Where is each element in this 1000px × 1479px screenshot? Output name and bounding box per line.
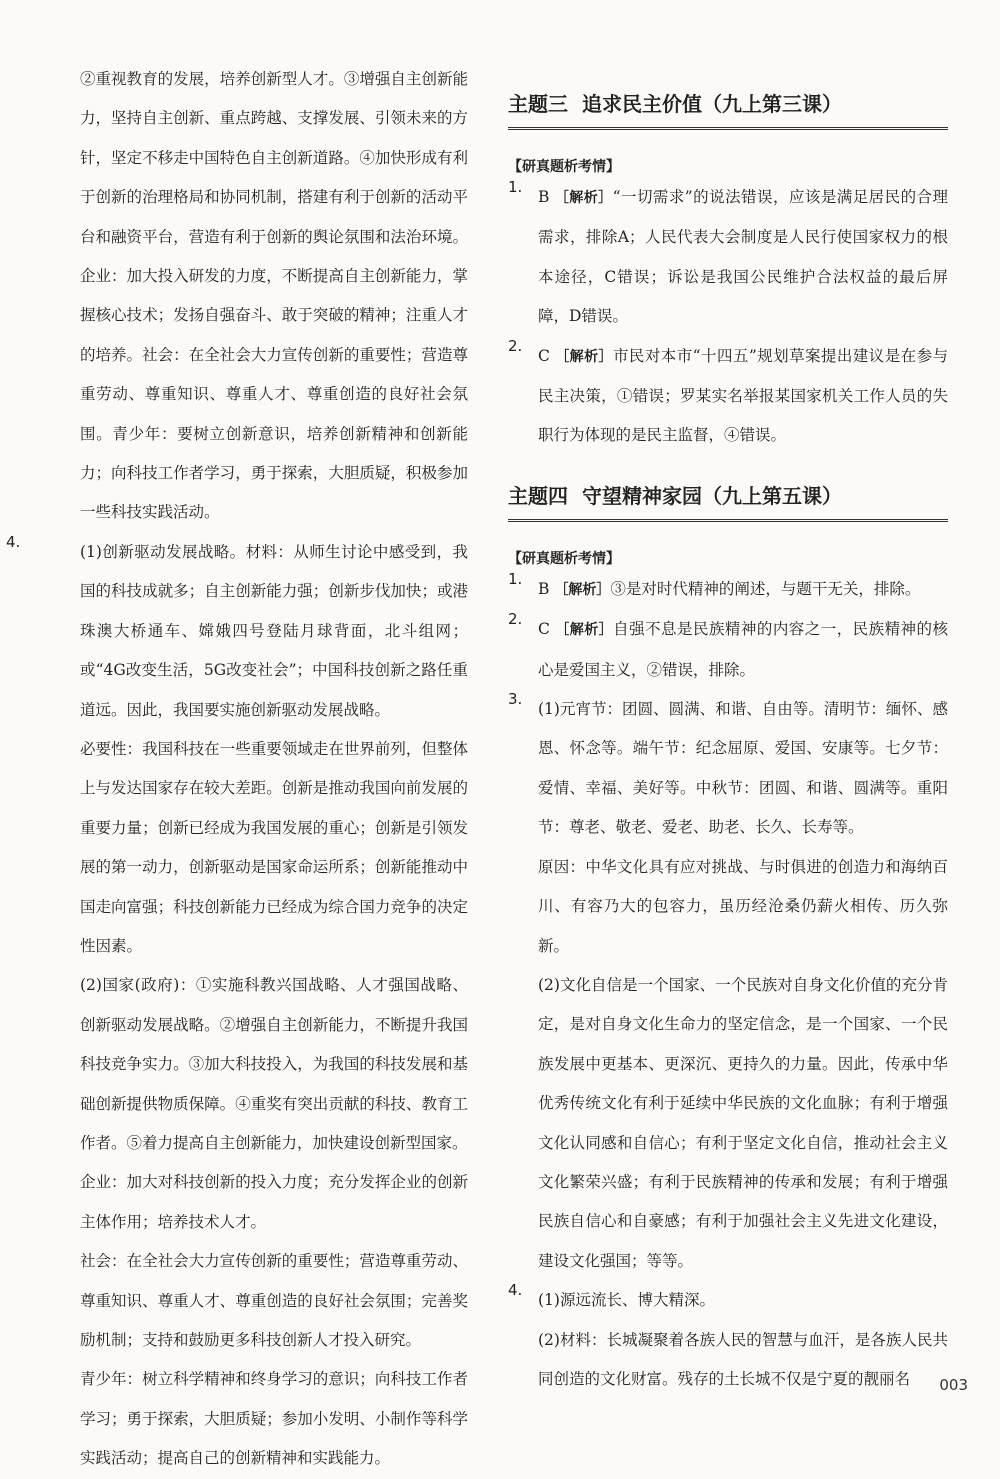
- exam-tag: 【研真题析考情】: [508, 550, 620, 567]
- analysis-text: ③是对时代精神的阐述，与题干无关，排除。: [610, 579, 921, 598]
- answer-paragraph: ②重视教育的发展，培养创新型人才。③增强自主创新能力，坚持自主创新、重点跨越、支撑发展、引领未来的方针，坚定不移走中国特色自主创新道路。④加快形成有利于创新的治理格局和协同机制，搭建有利于创新的活动平台和融资平台，营造有利于创新的舆论氛围和法治环境。企业：加大投入研发的力度，不断提高自主创新能力，掌握核心技术；发扬自强奋斗、敢于突破的精神；注重人才的培养。社会：在全社会大力宣传创新的重要性；营造尊重劳动、尊重知识、尊重人才、尊重创造的良好社会氛围。青少年：要树立创新意识，培养创新精神和创新能力；向科技工作者学习，勇于探索，大胆质疑，积极参加一些科技实践活动。: [80, 70, 468, 522]
- question-number: 4.: [508, 1281, 523, 1300]
- section-label: 主题四: [508, 483, 568, 508]
- answer-paragraph: (1)创新驱动发展战略。材料：从师生讨论中感受到，我国的科技成就多；自主创新能力强；创新步伐加快；或港珠澳大桥通车、嫦娥四号登陆月球背面，北斗组网；或“4G改变生活，5G改变社会”；中国科技创新之路任重道远。因此，我国要实施创新驱动发展战略。: [80, 542, 468, 719]
- answer-letter: B: [538, 188, 550, 206]
- answer-paragraph: (2)材料：长城凝聚着各族人民的智慧与血汗，是各族人民共同创造的文化财富。残存的土长城不仅是宁夏的靓丽名: [538, 1330, 948, 1388]
- section-heading-topic4: [508, 480, 948, 522]
- question-item: [508, 610, 948, 690]
- question-number: 3.: [508, 690, 523, 709]
- analysis-label: ［解析］: [555, 348, 613, 365]
- question-4: [6, 533, 468, 730]
- page-number: 003: [939, 1376, 968, 1394]
- answer-paragraph: 原因：中华文化具有应对挑战、与时俱进的创造力和海纳百川、有容乃大的包容力，虽历经沧桑仍薪火相传、历久弥新。: [538, 857, 948, 955]
- analysis-label: ［解析］: [554, 190, 613, 206]
- answer-paragraph: (1)源远流长、博大精深。: [538, 1291, 715, 1310]
- analysis-label: ［解析］: [554, 581, 611, 598]
- question-number: 2.: [508, 610, 523, 629]
- question-item: [508, 570, 948, 610]
- answer-paragraph: (1)元宵节：团圆、圆满、和谐、自由等。清明节：缅怀、感恩、怀念等。端午节：纪念屈原、爱国、安康等。七夕节：爱情、幸福、美好等。中秋节：团圆、和谐、圆满等。重阳节：尊老、敬老、爱老、助老、长久、长寿等。: [538, 700, 948, 837]
- left-column: [6, 60, 468, 1479]
- section-label: 主题三: [508, 92, 568, 116]
- answer-paragraph: 必要性：我国科技在一些重要领域走在世界前列，但整体上与发达国家存在较大差距。创新是推动我国向前发展的重要力量；创新已经成为我国发展的重心；创新是引领发展的第一动力，创新驱动是国家命运所系；创新能推动中国走向富强；科技创新能力已经成为综合国力竞争的决定性因素。: [80, 739, 468, 955]
- answer-letter: B: [538, 579, 550, 598]
- question-number: 1.: [508, 178, 523, 196]
- question-item: [508, 1281, 948, 1399]
- question-item: [508, 178, 948, 337]
- answer-letter: C: [538, 620, 550, 639]
- answer-letter: C: [538, 346, 550, 365]
- answer-paragraph: (2)文化自信是一个国家、一个民族对自身文化价值的充分肯定，是对自身文化生命力的坚定信念，是一个国家、一个民族发展中更基本、更深沉、更持久的力量。因此，传承中华优秀传统文化有利于延续中华民族的文化血脉；有利于增强文化认同感和自信心；有利于坚定文化自信，推动社会主义文化繁荣兴盛；有利于民族精神的传承和发展；有利于增强民族自信心和自豪感；有利于加强社会主义先进文化建设，建设文化强国；等等。: [538, 975, 948, 1270]
- section-title: 守望精神家园（九上第五课）: [582, 483, 842, 508]
- question-number: 4.: [6, 532, 21, 551]
- question-item: [508, 690, 948, 1281]
- section-title: 追求民主价值（九上第三课）: [582, 92, 842, 116]
- analysis-label: ［解析］: [555, 622, 614, 639]
- question-item: [508, 337, 948, 456]
- section-heading-topic3: [508, 88, 948, 130]
- analysis-text: 市民对本市“十四五”规划草案提出建议是在参与民主决策，①错误；罗某实名举报某国家机关工作人员的失职行为体现的是民主监督，④错误。: [538, 346, 948, 445]
- exam-tag: 【研真题析考情】: [508, 159, 620, 175]
- question-number: 1.: [508, 569, 523, 588]
- question-number: 2.: [508, 336, 523, 355]
- answer-paragraph: 企业：加大对科技创新的投入力度；充分发挥企业的创新主体作用；培养技术人才。: [80, 1173, 468, 1231]
- analysis-text: “一切需求”的说法错误，应该是满足居民的合理需求，排除A；人民代表大会制度是人民行使国家权力的根本途径，C错误；诉讼是我国公民维护合法权益的最后屏障，D错误。: [538, 188, 948, 326]
- analysis-text: 自强不息是民族精神的内容之一，民族精神的核心是爱国主义，②错误，排除。: [538, 620, 948, 679]
- right-column: [508, 60, 948, 1399]
- answer-paragraph: 青少年：树立科学精神和终身学习的意识；向科技工作者学习；勇于探索，大胆质疑；参加小发明、小制作等科学实践活动；提高自己的创新精神和实践能力。: [80, 1370, 468, 1468]
- answer-paragraph: 社会：在全社会大力宣传创新的重要性；营造尊重劳动、尊重知识、尊重人才、尊重创造的良好社会氛围；完善奖励机制；支持和鼓励更多科技创新人才投入研究。: [80, 1252, 468, 1349]
- answer-paragraph: (2)国家(政府)：①实施科教兴国战略、人才强国战略、创新驱动发展战略。②增强自主创新能力，不断提升我国科技竞争实力。③加大科技投入，为我国的科技发展和基础创新提供物质保障。④重奖有突出贡献的科技、教育工作者。⑤着力提高自主创新能力，加快建设创新型国家。: [80, 976, 468, 1152]
